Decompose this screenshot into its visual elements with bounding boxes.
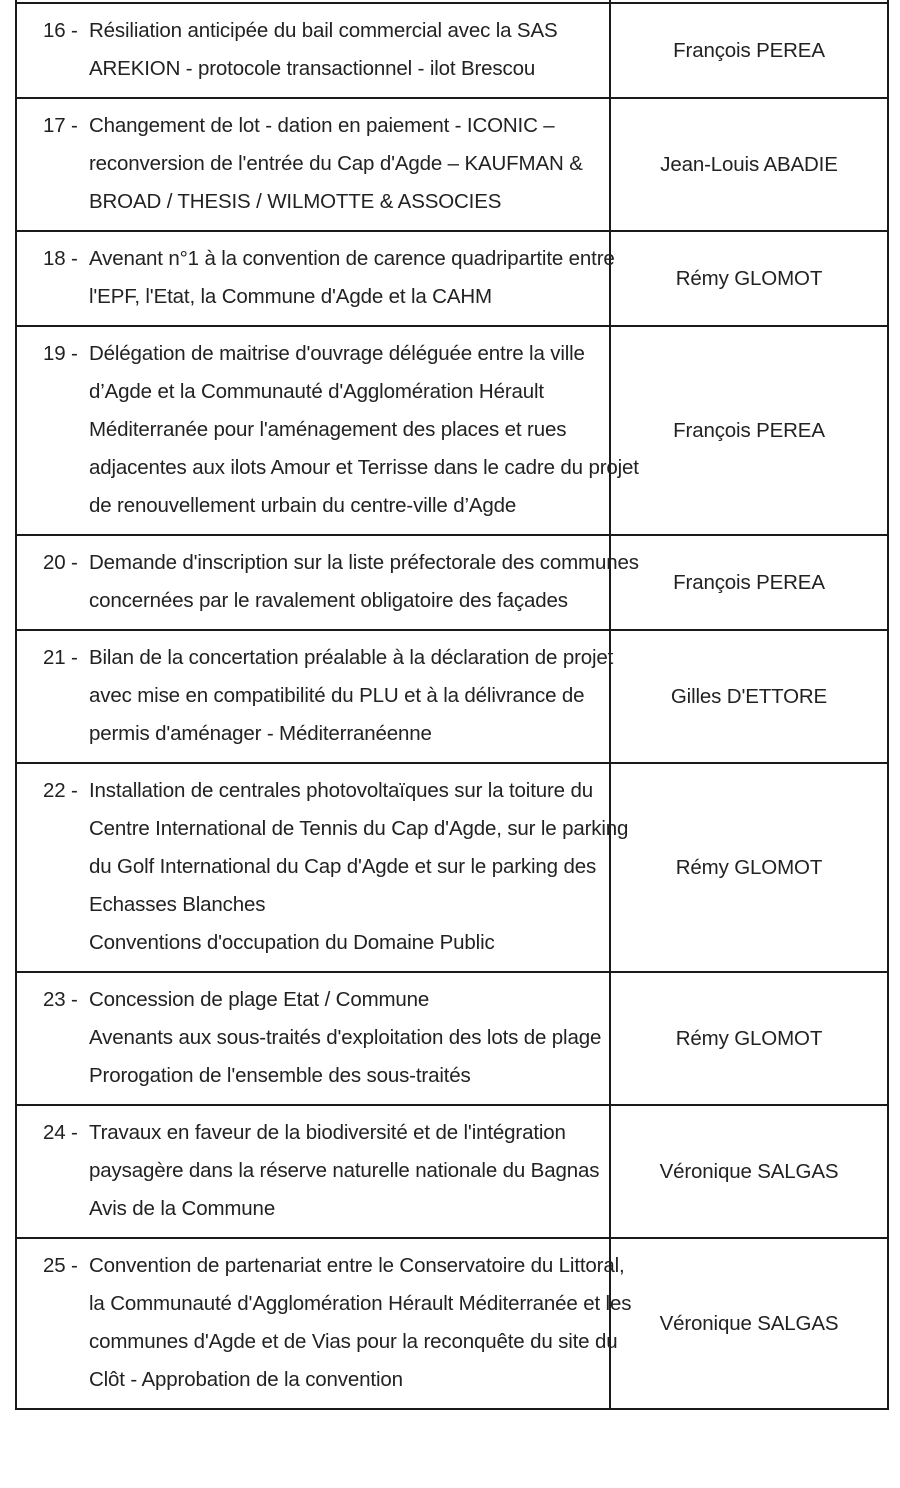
item-description [89,981,603,1095]
item-description-line: communes d'Agde et de Vias pour la reconquête du site du [89,1330,618,1353]
item-description-line: l'EPF, l'Etat, la Commune d'Agde et la CAHM [89,285,492,308]
item-description-line: Clôt - Approbation de la convention [89,1368,403,1391]
item-description-line: AREKION - protocole transactionnel - ilot Brescou [89,57,536,80]
rapporteur-cell: Jean-Louis ABADIE [610,98,888,231]
item-description-line: adjacentes aux ilots Amour et Terrisse dans le cadre du projet [89,456,639,479]
item-description-line: Bilan de la concertation préalable à la déclaration de projet [89,646,614,669]
item-description-line: Résiliation anticipée du bail commercial avec la SAS [89,19,558,42]
item-description-line: Avenant n°1 à la convention de carence quadripartite entre [89,247,615,270]
item-description-line: permis d'aménager - Méditerranéenne [89,722,432,745]
agenda-item [43,639,614,753]
subject-cell [16,98,610,231]
item-description-line: Méditerranée pour l'aménagement des places et rues [89,418,567,441]
item-description-line: concernées par le ravalement obligatoire des façades [89,589,568,612]
agenda-item [43,1114,603,1228]
item-description [89,335,639,525]
rapporteur-cell: Gilles D'ETTORE [610,630,888,763]
agenda-item [43,12,603,88]
item-description [89,639,613,753]
table-row [16,1238,888,1409]
item-description [89,107,603,221]
item-description-line: Avis de la Commune [89,1197,276,1220]
item-number: 23 - [43,988,78,1011]
item-description-line: BROAD / THESIS / WILMOTTE & ASSOCIES [89,190,502,213]
agenda-item [43,240,615,316]
agenda-table [15,0,889,1410]
agenda-table-body [16,0,888,1409]
item-number: 22 - [43,779,78,802]
rapporteur-cell: Rémy GLOMOT [610,763,888,972]
item-description-line: paysagère dans la réserve naturelle nationale du Bagnas [89,1159,600,1182]
rapporteur-cell: Véronique SALGAS [610,1105,888,1238]
item-description-line: Convention de partenariat entre le Conservatoire du Littoral, [89,1254,625,1277]
rapporteur-cell: François PEREA [610,3,888,98]
item-number: 18 - [43,247,78,270]
item-number: 24 - [43,1121,78,1144]
table-row [16,98,888,231]
item-description [89,1114,603,1228]
agenda-item [43,335,639,525]
table-row [16,231,888,326]
subject-cell [16,1238,632,1409]
item-description [89,1247,631,1399]
item-number: 17 - [43,114,78,137]
item-description-line: Demande d'inscription sur la liste préfectorale des communes [89,551,639,574]
agenda-item [43,107,603,221]
agenda-item [43,1247,632,1399]
subject-cell [16,3,610,98]
subject-cell [16,763,629,972]
item-description-line: du Golf International du Cap d'Agde et sur le parking des [89,855,597,878]
table-row [16,535,888,630]
item-description-line: reconversion de l'entrée du Cap d'Agde – KAUFMAN & [89,152,583,175]
item-description [89,12,603,88]
item-number: 21 - [43,646,78,669]
item-description-line: Prorogation de l'ensemble des sous-traités [89,1064,471,1087]
item-description-line: Installation de centrales photovoltaïques sur la toiture du [89,779,593,802]
item-number: 20 - [43,551,78,574]
item-description-line: avec mise en compatibilité du PLU et à la délivrance de [89,684,585,707]
subject-cell [16,1105,610,1238]
rapporteur-cell: Rémy GLOMOT [610,972,888,1105]
rapporteur-cell: François PEREA [610,535,888,630]
item-description-line: de renouvellement urbain du centre-ville d’Agde [89,494,517,517]
table-row [16,3,888,98]
rapporteur-cell: Rémy GLOMOT [610,231,888,326]
item-description-line: Travaux en faveur de la biodiversité et de l'intégration [89,1121,566,1144]
item-description-line: d’Agde et la Communauté d'Agglomération Hérault [89,380,544,403]
item-number: 19 - [43,342,78,365]
item-description-line: Centre International de Tennis du Cap d'Agde, sur le parking [89,817,629,840]
subject-cell [16,326,639,535]
agenda-item [43,544,639,620]
rapporteur-cell: Véronique SALGAS [610,1238,888,1409]
item-description-line: Avenants aux sous-traités d'exploitation des lots de plage [89,1026,602,1049]
item-number: 25 - [43,1254,78,1277]
item-description-line: Concession de plage Etat / Commune [89,988,430,1011]
item-description-line: Changement de lot - dation en paiement - ICONIC – [89,114,555,137]
agenda-item [43,772,629,962]
item-description [89,544,639,620]
table-row [16,630,888,763]
item-description-line: Délégation de maitrise d'ouvrage déléguée entre la ville [89,342,585,365]
item-description-line: Echasses Blanches [89,893,266,916]
subject-cell [16,535,639,630]
item-description-line: Conventions d'occupation du Domaine Public [89,931,495,954]
table-row [16,1105,888,1238]
item-description-line: la Communauté d'Agglomération Hérault Méditerranée et les [89,1292,632,1315]
subject-cell [16,231,615,326]
table-row [16,972,888,1105]
table-row [16,763,888,972]
rapporteur-cell: François PEREA [610,326,888,535]
agenda-item [43,981,603,1095]
item-description [89,240,615,316]
item-number: 16 - [43,19,78,42]
item-description [89,772,628,962]
table-row [16,326,888,535]
subject-cell [16,972,610,1105]
subject-cell [16,630,614,763]
